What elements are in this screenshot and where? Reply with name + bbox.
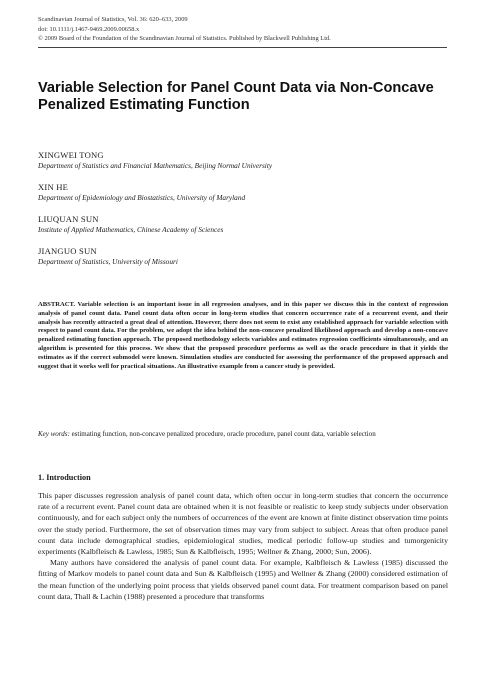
- header-rule: [38, 47, 447, 48]
- author-name: LIUQUAN SUN: [38, 214, 99, 224]
- author-affiliation: Department of Epidemiology and Biostatistics, University of Maryland: [38, 193, 246, 202]
- journal-copyright: © 2009 Board of the Foundation of the Scandinavian Journal of Statistics. Published by Blackwell Publishing Ltd.: [38, 35, 331, 43]
- journal-citation: Scandinavian Journal of Statistics, Vol. 36: 620–633, 2009: [38, 16, 188, 23]
- keywords-label: Key words:: [38, 430, 70, 438]
- author-name: XIN HE: [38, 182, 69, 192]
- author-list: [38, 150, 448, 278]
- author-affiliation: Institute of Applied Mathematics, Chinese Academy of Sciences: [38, 225, 224, 234]
- author-name: XINGWEI TONG: [38, 150, 104, 160]
- author-affiliation: Department of Statistics, University of Missouri: [38, 257, 178, 266]
- author-block: [38, 150, 448, 171]
- author-block: [38, 214, 448, 235]
- section-heading: 1. Introduction: [38, 473, 91, 482]
- abstract: ABSTRACT. Variable selection is an important issue in all regression analyses, and in this paper we discuss this in the context of regression analysis of panel count data. Panel count data often occur in long-term studies that concern occurrence rate of a recurrent event, and their analysis has recently attracted a great deal of attention. However, there does not seem to exist any established approach for variable selection with respect to panel count data. For the problem, we adopt the idea behind the non-concave penalized likelihood approach and develop a non-concave penalized estimating function approach. The proposed methodology selects variables and estimates regression coefficients simultaneously, and an algorithm is presented for this process. We show that the proposed procedure performs as well as the oracle procedure in that it yields the estimates as if the correct submodel were known. Simulation studies are conducted for assessing the performance of the proposed approach and suggest that it works well for practical situations. An illustrative example from a cancer study is provided.: [38, 301, 448, 370]
- paper-title: Variable Selection for Panel Count Data via Non-Concave Penalized Estimating Function: [38, 80, 434, 113]
- keywords-text: estimating function, non-concave penalized procedure, oracle procedure, panel count data, variable selection: [71, 430, 376, 438]
- paragraph: This paper discusses regression analysis of panel count data, which often occur in long-term studies that concern the occurrence rate of a recurrent event. Panel count data are obtained when it is not feasible or realistic to keep study subjects under observation continuously, and for each subject only the numbers of occurrences of the event are known at finite distinct observation time points over the study period. Furthermore, the set of observation times may vary from subject to subject. Areas that often produce panel count data include demographical studies, epidemiological studies, medical periodic follow-up studies and tumorgenicity experiments (Kalbfleisch & Lawless, 1985; Sun & Kalbfleisch, 1995; Wellner & Zhang, 2000; Sun, 2006).: [38, 491, 448, 557]
- keywords: [38, 430, 448, 439]
- body-text: [38, 490, 448, 602]
- author-affiliation: Department of Statistics and Financial Mathematics, Beijing Normal University: [38, 161, 273, 170]
- paragraph: Many authors have considered the analysis of panel count data. For example, Kalbfleisch & Lawless (1985) discussed the fitting of Markov models to panel count data and Sun & Kalbfleisch (1995) and Wellner & Zhang (2000) considered estimation of the mean function of the underlying point process that yields observed panel count data. For treatment comparison based on panel count data, Thall & Lachin (1988) presented a procedure that transforms: [38, 558, 448, 601]
- author-block: [38, 182, 448, 203]
- author-name: JIANGUO SUN: [38, 246, 97, 256]
- journal-header: [38, 15, 331, 44]
- author-block: [38, 246, 448, 267]
- journal-doi: doi: 10.1111/j.1467-9469.2009.00658.x: [38, 25, 140, 33]
